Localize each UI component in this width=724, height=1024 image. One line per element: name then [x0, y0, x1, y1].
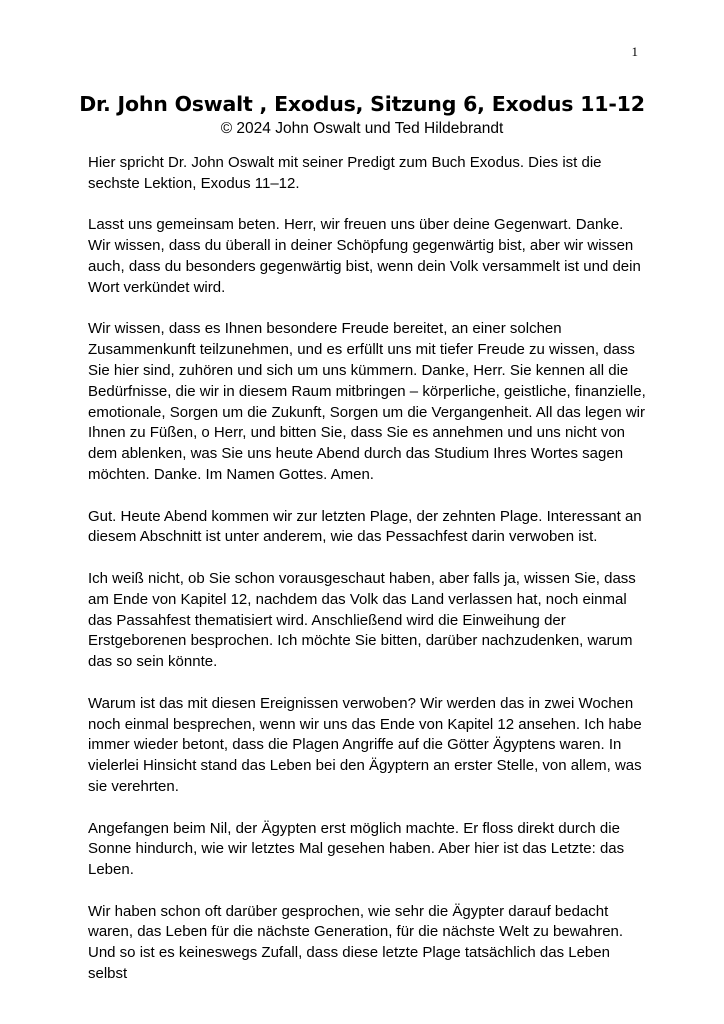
paragraph-intro: Hier spricht Dr. John Oswalt mit seiner Predigt zum Buch Exodus. Dies ist die sechste Lektion, Exodus 11–12. — [88, 154, 602, 192]
copyright-line: © 2024 John Oswalt und Ted Hildebrandt — [220, 120, 504, 137]
paragraph-gods-of-egypt: Warum ist das mit diesen Ereignissen verwoben? Wir werden das in zwei Wochen noch einmal besprechen, wenn wir uns das Ende von Kapitel 12 ansehen. Ich habe immer wieder betont, dass die Plagen Angriffe auf die Götter Ägyptens waren. In vielerlei Hinsicht stand das Leben bei den Ägyptern an erster Stelle, von allem, was sie verehrten. — [88, 694, 642, 795]
paragraph-prayer-opening: Lasst uns gemeinsam beten. Herr, wir freuen uns über deine Gegenwart. Danke. Wir wissen, dass du überall in deiner Schöpfung gegenwärtig bist, aber wir wissen auch, dass du besonders gegenwärtig bist, wenn dein Volk versammelt ist und dein Wort verkündet wird. — [88, 216, 641, 296]
paragraph-tenth-plague: Gut. Heute Abend kommen wir zur letzten Plage, der zehnten Plage. Interessant an diesem Abschnitt ist unter anderem, wie das Pessachfest darin verwoben ist. — [88, 507, 642, 546]
page-number: 1 — [631, 44, 638, 59]
paragraph-prayer-main: Wir wissen, dass es Ihnen besondere Freude bereitet, an einer solchen Zusammenkunft teilzunehmen, und es erfüllt uns mit tiefer Freude zu wissen, dass Sie hier sind, zuhören und sich um uns kümmern. Danke, Herr. Sie kennen all die Bedürfnisse, die wir in diesem Raum mitbringen – körperliche, geistliche, finanzielle, emotionale, Sorgen um die Zukunft, Sorgen um die Vergangenheit. All das legen wir Ihnen zu Füßen, o Herr, und bitten Sie, dass Sie es annehmen und uns nicht von dem ablenken, was Sie uns heute Abend durch das Studium Ihres Wortes sagen möchten. Danke. Im Namen Gottes. Amen. — [88, 320, 646, 483]
document-title: Dr. John Oswalt , Exodus, Sitzung 6, Exodus 11-12 — [79, 92, 645, 116]
document-body — [88, 153, 648, 1006]
paragraph-nile: Angefangen beim Nil, der Ägypten erst möglich machte. Er floss direkt durch die Sonne hindurch, wie wir letztes Mal gesehen haben. Aber hier ist das Letzte: das Leben. — [88, 819, 625, 879]
paragraph-life: Wir haben schon oft darüber gesprochen, wie sehr die Ägypter darauf bedacht waren, das Leben für die nächste Generation, für die nächste Welt zu bewahren. Und so ist es keineswegs Zufall, dass diese letzte Plage tatsächlich das Leben selbst — [88, 902, 624, 983]
paragraph-passover: Ich weiß nicht, ob Sie schon vorausgeschaut haben, aber falls ja, wissen Sie, dass am Ende von Kapitel 12, nachdem das Volk das Land verlassen hat, noch einmal das Passahfest thematisiert wird. Anschließend wird die Einweihung der Erstgeborenen besprochen. Ich möchte Sie bitten, darüber nachzudenken, warum das so sein könnte. — [88, 569, 636, 671]
